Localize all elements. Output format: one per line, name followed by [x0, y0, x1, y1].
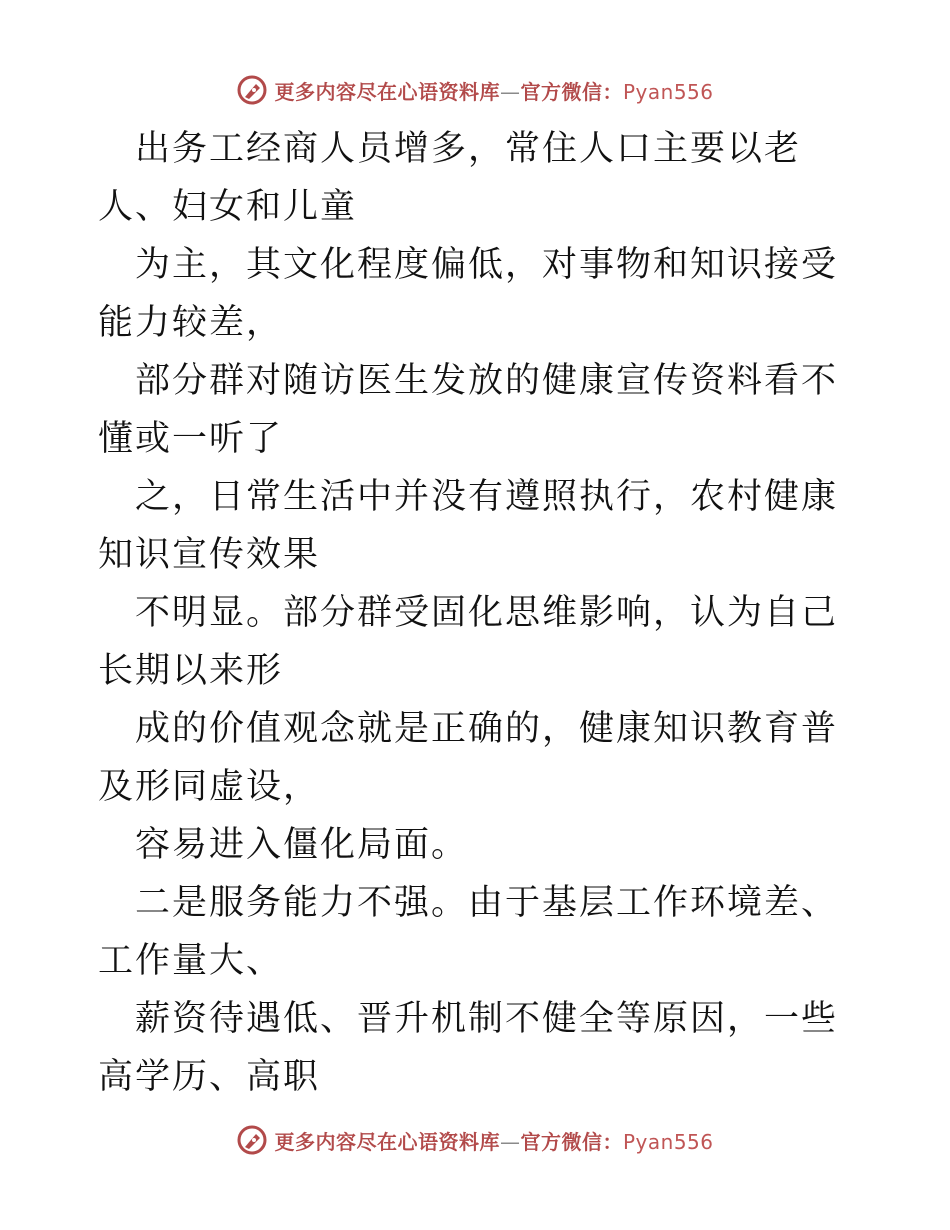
pen-nib-circle-icon	[236, 1124, 268, 1156]
paragraph-line: 容易进入僵化局面。	[135, 825, 469, 865]
footer-watermark	[0, 1120, 950, 1160]
watermark-text: 更多内容尽在心语资料库—官方微信：Pyan556	[274, 1129, 714, 1154]
paragraph-line: 部分群对随访医生发放的健康宣传资料看不懂或一听了	[98, 361, 839, 459]
pen-nib-circle-icon	[236, 74, 268, 106]
paragraph-line: 薪资待遇低、晋升机制不健全等原因，一些高学历、高职	[98, 999, 839, 1097]
paragraph-line: 出务工经商人员增多，常住人口主要以老人、妇女和儿童	[98, 129, 802, 227]
document-body	[98, 120, 858, 1106]
paragraph-line: 为主，其文化程度偏低，对事物和知识接受能力较差，	[98, 245, 839, 343]
paragraph-line: 不明显。部分群受固化思维影响，认为自己长期以来形	[98, 593, 839, 691]
paragraph-line: 之，日常生活中并没有遵照执行，农村健康知识宣传效果	[98, 477, 839, 575]
paragraph-line: 二是服务能力不强。由于基层工作环境差、工作量大、	[98, 883, 839, 981]
watermark-text: 更多内容尽在心语资料库—官方微信：Pyan556	[274, 79, 714, 104]
paragraph-line: 成的价值观念就是正确的，健康知识教育普及形同虚设，	[98, 709, 839, 807]
header-watermark	[0, 70, 950, 110]
